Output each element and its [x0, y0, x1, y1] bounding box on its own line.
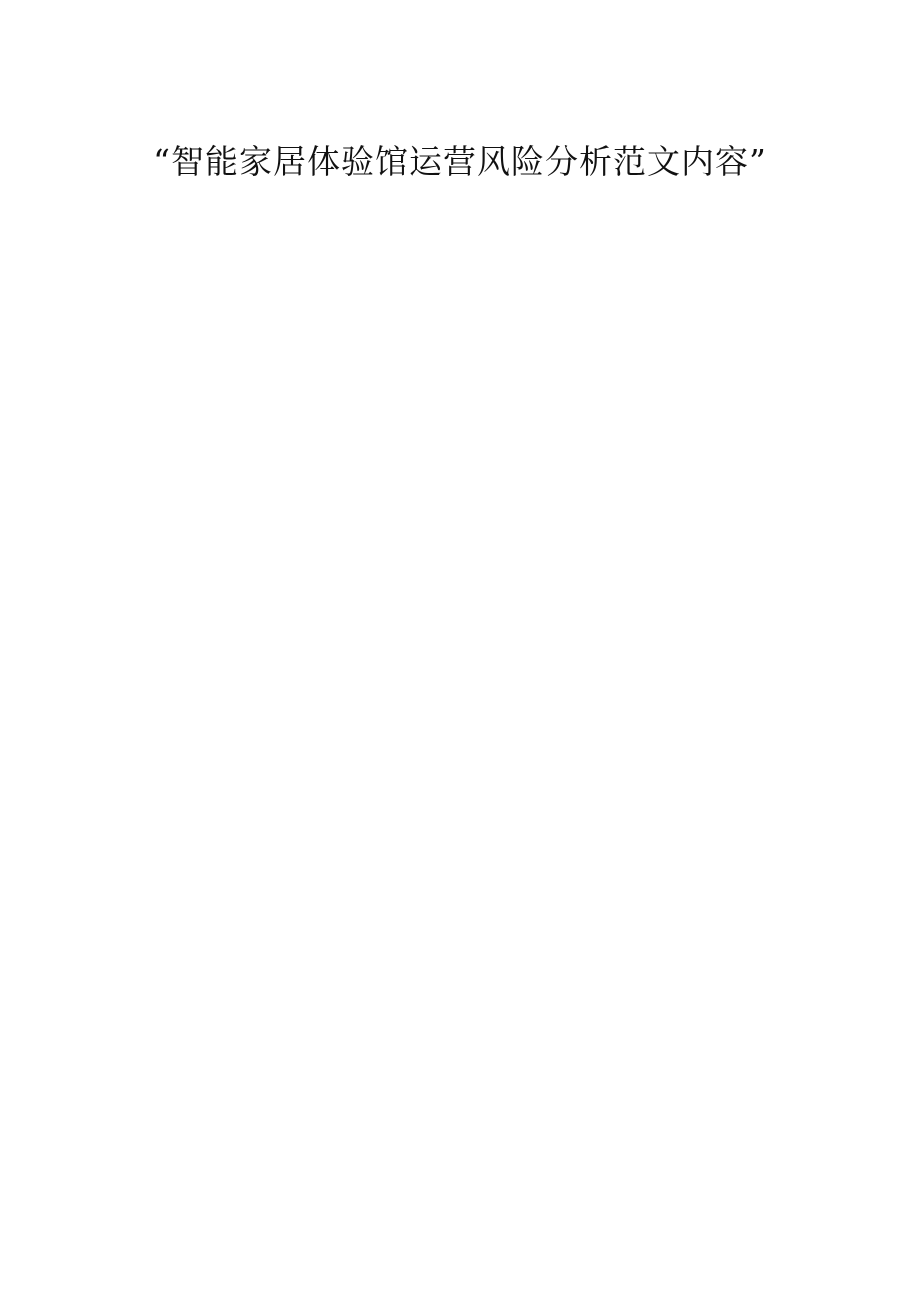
- document-title: “智能家居体验馆运营风险分析范文内容”: [153, 142, 767, 181]
